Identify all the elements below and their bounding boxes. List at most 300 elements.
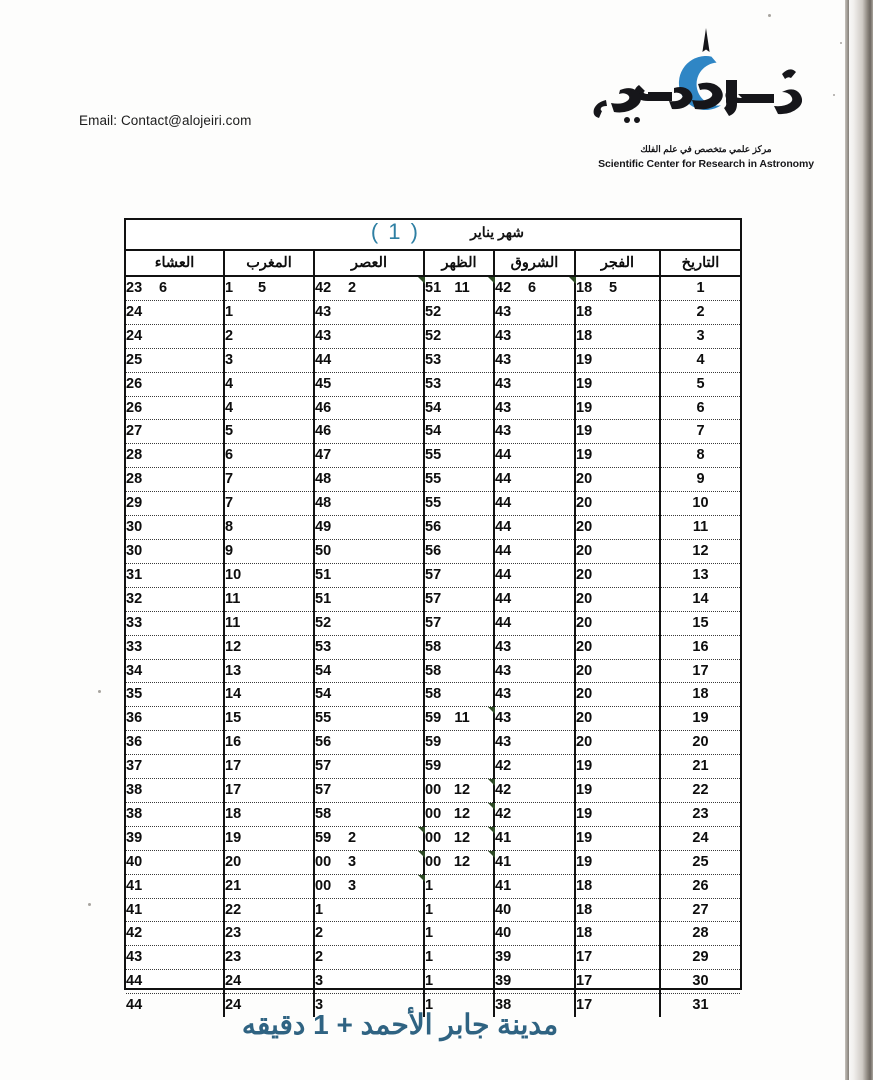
time-value-fajr <box>576 492 659 515</box>
time-value-shuruq <box>495 803 574 826</box>
time-value-asr <box>315 899 423 922</box>
cell-dhuhr <box>424 587 494 611</box>
minute-part: 3 <box>315 997 324 1014</box>
cell-date <box>660 970 740 994</box>
minute-part: 39 <box>495 973 512 990</box>
minute-part: 57 <box>425 566 442 583</box>
time-value-shuruq <box>495 325 574 348</box>
time-value-maghrib <box>225 922 313 945</box>
time-value-asr <box>315 397 423 420</box>
cell-asr <box>314 898 424 922</box>
day-number: 23 <box>692 805 709 822</box>
minute-part: 52 <box>425 327 442 344</box>
cell-maghrib <box>224 372 314 396</box>
minute-part: 30 <box>126 519 143 536</box>
time-value-maghrib <box>225 564 313 587</box>
minute-part: 00 <box>425 853 442 870</box>
minute-part: 20 <box>576 686 593 703</box>
table-row <box>126 802 740 826</box>
time-value-shuruq <box>495 707 574 730</box>
cell-dhuhr <box>424 946 494 970</box>
minute-part: 38 <box>126 805 143 822</box>
time-value-isha <box>126 803 223 826</box>
scan-speck <box>840 42 842 44</box>
minute-part: 43 <box>495 638 512 655</box>
cell-maghrib <box>224 300 314 324</box>
logo-tagline-arabic: مركز علمي متخصص في علم الفلك <box>640 144 772 154</box>
cell-dhuhr <box>424 492 494 516</box>
cell-fajr <box>575 946 660 970</box>
time-value-isha <box>126 660 223 683</box>
time-value-asr <box>315 349 423 372</box>
minute-part: 44 <box>126 997 143 1014</box>
cell-dhuhr <box>424 802 494 826</box>
time-value-shuruq <box>495 875 574 898</box>
time-value-maghrib <box>225 444 313 467</box>
time-value-maghrib <box>225 827 313 850</box>
time-value-asr <box>315 516 423 539</box>
cell-maghrib <box>224 922 314 946</box>
cell-dhuhr <box>424 420 494 444</box>
minute-part: 44 <box>495 471 512 488</box>
cell-dhuhr <box>424 635 494 659</box>
table-row <box>126 348 740 372</box>
cell-shuruq <box>494 898 575 922</box>
cell-maghrib <box>224 731 314 755</box>
time-value-isha <box>126 373 223 396</box>
minute-part: 17 <box>576 949 593 966</box>
minute-part: 11 <box>225 614 241 631</box>
minute-part: 18 <box>576 327 593 344</box>
time-value-isha <box>126 875 223 898</box>
table-row <box>126 324 740 348</box>
cell-dhuhr <box>424 779 494 803</box>
cell-shuruq <box>494 420 575 444</box>
cell-asr <box>314 874 424 898</box>
hour-change-flag-icon <box>488 277 495 284</box>
minute-part: 44 <box>495 590 512 607</box>
minute-part: 19 <box>576 351 593 368</box>
table-row <box>126 659 740 683</box>
minute-part: 19 <box>576 399 593 416</box>
table-row <box>126 826 740 850</box>
minute-part: 42 <box>495 758 512 775</box>
cell-date <box>660 348 740 372</box>
cell-isha <box>126 516 224 540</box>
minute-part: 45 <box>315 375 332 392</box>
cell-maghrib <box>224 898 314 922</box>
minute-part: 39 <box>126 829 143 846</box>
cell-isha <box>126 779 224 803</box>
time-value-isha <box>126 731 223 754</box>
cell-maghrib <box>224 539 314 563</box>
cell-shuruq <box>494 396 575 420</box>
cell-fajr <box>575 539 660 563</box>
minute-part: 24 <box>126 303 143 320</box>
cell-fajr <box>575 731 660 755</box>
cell-asr <box>314 396 424 420</box>
cell-shuruq <box>494 922 575 946</box>
minute-part: 36 <box>126 710 143 727</box>
cell-shuruq <box>494 970 575 994</box>
table-row <box>126 492 740 516</box>
day-number: 18 <box>692 686 709 703</box>
time-value-shuruq <box>495 540 574 563</box>
time-value-maghrib <box>225 540 313 563</box>
minute-part: 43 <box>315 327 332 344</box>
cell-isha <box>126 707 224 731</box>
time-value-asr <box>315 779 423 802</box>
time-value-isha <box>126 899 223 922</box>
column-header-maghrib: المغرب <box>224 250 314 276</box>
time-value-dhuhr <box>425 349 493 372</box>
cell-date <box>660 898 740 922</box>
time-value-dhuhr <box>425 468 493 491</box>
cell-isha <box>126 324 224 348</box>
cell-isha <box>126 946 224 970</box>
cell-isha <box>126 587 224 611</box>
minute-part: 54 <box>425 399 442 416</box>
minute-part: 7 <box>225 495 234 512</box>
location-footer-note: مدينة جابر الأحمد + 1 دقيقه <box>241 1009 559 1040</box>
time-value-fajr <box>576 803 659 826</box>
cell-maghrib <box>224 444 314 468</box>
time-value-isha <box>126 922 223 945</box>
minute-part: 1 <box>425 973 434 990</box>
day-number: 13 <box>692 566 709 583</box>
minute-part: 55 <box>425 447 442 464</box>
minute-part: 40 <box>495 925 512 942</box>
cell-dhuhr <box>424 563 494 587</box>
time-value-asr <box>315 922 423 945</box>
minute-part: 43 <box>126 949 143 966</box>
time-value-maghrib <box>225 516 313 539</box>
cell-dhuhr <box>424 826 494 850</box>
cell-isha <box>126 731 224 755</box>
cell-dhuhr <box>424 707 494 731</box>
cell-asr <box>314 970 424 994</box>
table-row <box>126 898 740 922</box>
cell-isha <box>126 922 224 946</box>
time-value-shuruq <box>495 277 574 300</box>
time-value-asr <box>315 468 423 491</box>
time-value-isha <box>126 492 223 515</box>
time-value-asr <box>315 946 423 969</box>
minute-part: 53 <box>315 638 332 655</box>
minute-part: 43 <box>495 710 512 727</box>
minute-part: 28 <box>126 447 143 464</box>
day-number: 29 <box>692 949 709 966</box>
cell-maghrib <box>224 324 314 348</box>
cell-isha <box>126 659 224 683</box>
minute-part: 19 <box>576 423 593 440</box>
time-value-isha <box>126 779 223 802</box>
minute-part: 58 <box>315 805 332 822</box>
minute-part: 1 <box>225 303 234 320</box>
cell-maghrib <box>224 276 314 300</box>
minute-part: 18 <box>576 925 593 942</box>
time-value-shuruq <box>495 970 574 993</box>
cell-fajr <box>575 922 660 946</box>
time-value-dhuhr <box>425 325 493 348</box>
cell-asr <box>314 563 424 587</box>
minute-part: 38 <box>126 782 143 799</box>
table-row <box>126 444 740 468</box>
minute-part: 00 <box>425 829 442 846</box>
minute-part: 43 <box>495 351 512 368</box>
hour-part: 6 <box>527 280 537 296</box>
time-value-fajr <box>576 875 659 898</box>
time-value-dhuhr <box>425 803 493 826</box>
day-number: 10 <box>692 495 709 512</box>
cell-maghrib <box>224 683 314 707</box>
prayer-times-table <box>126 220 740 1017</box>
table-row <box>126 516 740 540</box>
cell-asr <box>314 587 424 611</box>
minute-part: 41 <box>495 829 512 846</box>
cell-shuruq <box>494 276 575 300</box>
minute-part: 17 <box>576 997 593 1014</box>
time-value-fajr <box>576 420 659 443</box>
time-value-maghrib <box>225 301 313 324</box>
time-value-fajr <box>576 660 659 683</box>
time-value-asr <box>315 803 423 826</box>
cell-shuruq <box>494 731 575 755</box>
hour-part: 5 <box>257 280 267 296</box>
minute-part: 17 <box>225 782 242 799</box>
minute-part: 43 <box>495 686 512 703</box>
scan-speck <box>98 690 101 693</box>
minute-part: 20 <box>576 638 593 655</box>
cell-maghrib <box>224 563 314 587</box>
time-value-dhuhr <box>425 660 493 683</box>
minute-part: 31 <box>126 566 143 583</box>
minute-part: 44 <box>126 973 143 990</box>
time-value-isha <box>126 540 223 563</box>
day-number: 28 <box>692 925 709 942</box>
cell-isha <box>126 635 224 659</box>
time-value-asr <box>315 851 423 874</box>
minute-part: 00 <box>425 805 442 822</box>
cell-fajr <box>575 779 660 803</box>
time-value-fajr <box>576 564 659 587</box>
minute-part: 20 <box>576 710 593 727</box>
time-value-dhuhr <box>425 875 493 898</box>
cell-dhuhr <box>424 755 494 779</box>
minute-part: 4 <box>225 399 234 416</box>
cell-dhuhr <box>424 396 494 420</box>
logo-tagline-english: Scientific Center for Research in Astronomy <box>598 158 814 170</box>
minute-part: 42 <box>495 805 512 822</box>
time-value-shuruq <box>495 373 574 396</box>
cell-dhuhr <box>424 516 494 540</box>
minute-part: 1 <box>425 949 434 966</box>
time-value-dhuhr <box>425 540 493 563</box>
cell-date <box>660 276 740 300</box>
minute-part: 18 <box>225 805 242 822</box>
minute-part: 32 <box>126 590 143 607</box>
cell-asr <box>314 444 424 468</box>
hour-part: 11 <box>454 280 470 296</box>
scan-speck <box>833 94 835 96</box>
time-value-fajr <box>576 827 659 850</box>
cell-fajr <box>575 898 660 922</box>
time-value-maghrib <box>225 612 313 635</box>
time-value-fajr <box>576 444 659 467</box>
minute-part: 1 <box>425 901 434 918</box>
cell-asr <box>314 659 424 683</box>
cell-asr <box>314 468 424 492</box>
time-value-asr <box>315 683 423 706</box>
time-value-dhuhr <box>425 683 493 706</box>
cell-fajr <box>575 635 660 659</box>
time-value-shuruq <box>495 564 574 587</box>
minute-part: 44 <box>495 519 512 536</box>
time-value-dhuhr <box>425 612 493 635</box>
table-row <box>126 539 740 563</box>
cell-isha <box>126 898 224 922</box>
cell-dhuhr <box>424 539 494 563</box>
cell-asr <box>314 276 424 300</box>
time-value-maghrib <box>225 660 313 683</box>
cell-fajr <box>575 276 660 300</box>
cell-shuruq <box>494 683 575 707</box>
day-number: 9 <box>696 471 705 488</box>
cell-isha <box>126 563 224 587</box>
cell-shuruq <box>494 635 575 659</box>
time-value-asr <box>315 325 423 348</box>
time-value-shuruq <box>495 588 574 611</box>
cell-isha <box>126 755 224 779</box>
cell-asr <box>314 611 424 635</box>
cell-date <box>660 779 740 803</box>
cell-shuruq <box>494 492 575 516</box>
hour-part: 3 <box>347 877 357 894</box>
time-value-dhuhr <box>425 755 493 778</box>
time-value-isha <box>126 636 223 659</box>
cell-maghrib <box>224 970 314 994</box>
day-number: 27 <box>692 901 709 918</box>
cell-asr <box>314 300 424 324</box>
minute-part: 33 <box>126 638 143 655</box>
minute-part: 6 <box>225 447 234 464</box>
hour-change-flag-icon <box>418 827 425 834</box>
minute-part: 51 <box>425 280 442 296</box>
time-value-maghrib <box>225 636 313 659</box>
minute-part: 17 <box>225 758 242 775</box>
minute-part: 10 <box>225 566 242 583</box>
cell-fajr <box>575 826 660 850</box>
time-value-dhuhr <box>425 492 493 515</box>
minute-part: 43 <box>315 303 332 320</box>
time-value-dhuhr <box>425 444 493 467</box>
minute-part: 34 <box>126 662 143 679</box>
cell-maghrib <box>224 468 314 492</box>
minute-part: 1 <box>425 877 434 894</box>
time-value-isha <box>126 468 223 491</box>
cell-asr <box>314 635 424 659</box>
table-row <box>126 755 740 779</box>
time-value-isha <box>126 970 223 993</box>
table-row <box>126 970 740 994</box>
day-number: 6 <box>696 399 705 416</box>
scan-speck <box>768 14 771 17</box>
column-header-date: التاريخ <box>660 250 740 276</box>
minute-part: 19 <box>576 829 593 846</box>
time-value-asr <box>315 492 423 515</box>
cell-asr <box>314 755 424 779</box>
cell-asr <box>314 802 424 826</box>
minute-part: 56 <box>315 734 332 751</box>
minute-part: 19 <box>576 782 593 799</box>
minute-part: 8 <box>225 519 234 536</box>
minute-part: 43 <box>495 399 512 416</box>
cell-maghrib <box>224 611 314 635</box>
day-number: 11 <box>692 519 709 536</box>
minute-part: 52 <box>315 614 332 631</box>
minute-part: 59 <box>425 758 442 775</box>
minute-part: 4 <box>225 375 234 392</box>
column-header-asr: العصر <box>314 250 424 276</box>
time-value-dhuhr <box>425 397 493 420</box>
cell-dhuhr <box>424 276 494 300</box>
cell-isha <box>126 850 224 874</box>
minute-part: 3 <box>225 351 234 368</box>
table-row <box>126 372 740 396</box>
time-value-asr <box>315 444 423 467</box>
cell-dhuhr <box>424 970 494 994</box>
time-value-dhuhr <box>425 420 493 443</box>
day-number: 17 <box>692 662 709 679</box>
cell-shuruq <box>494 826 575 850</box>
time-value-shuruq <box>495 827 574 850</box>
minute-part: 18 <box>576 280 593 296</box>
time-value-dhuhr <box>425 588 493 611</box>
minute-part: 24 <box>126 327 143 344</box>
table-header-row <box>126 250 740 276</box>
hour-part: 12 <box>453 782 471 799</box>
table-row <box>126 563 740 587</box>
time-value-isha <box>126 707 223 730</box>
day-number: 4 <box>696 351 705 368</box>
hour-part: 2 <box>347 280 357 296</box>
minute-part: 22 <box>225 901 242 918</box>
cell-maghrib <box>224 635 314 659</box>
minute-part: 17 <box>576 973 593 990</box>
cell-fajr <box>575 970 660 994</box>
time-value-shuruq <box>495 468 574 491</box>
minute-part: 43 <box>495 423 512 440</box>
time-value-fajr <box>576 636 659 659</box>
minute-part: 35 <box>126 686 143 703</box>
cell-isha <box>126 468 224 492</box>
minute-part: 20 <box>576 590 593 607</box>
minute-part: 00 <box>315 853 332 870</box>
time-value-shuruq <box>495 612 574 635</box>
time-value-dhuhr <box>425 373 493 396</box>
cell-asr <box>314 539 424 563</box>
minute-part: 33 <box>126 614 143 631</box>
day-number: 31 <box>692 997 709 1014</box>
time-value-isha <box>126 827 223 850</box>
cell-isha <box>126 802 224 826</box>
cell-date <box>660 659 740 683</box>
minute-part: 3 <box>315 973 324 990</box>
time-value-dhuhr <box>425 731 493 754</box>
cell-dhuhr <box>424 348 494 372</box>
time-value-dhuhr <box>425 277 493 300</box>
time-value-asr <box>315 827 423 850</box>
